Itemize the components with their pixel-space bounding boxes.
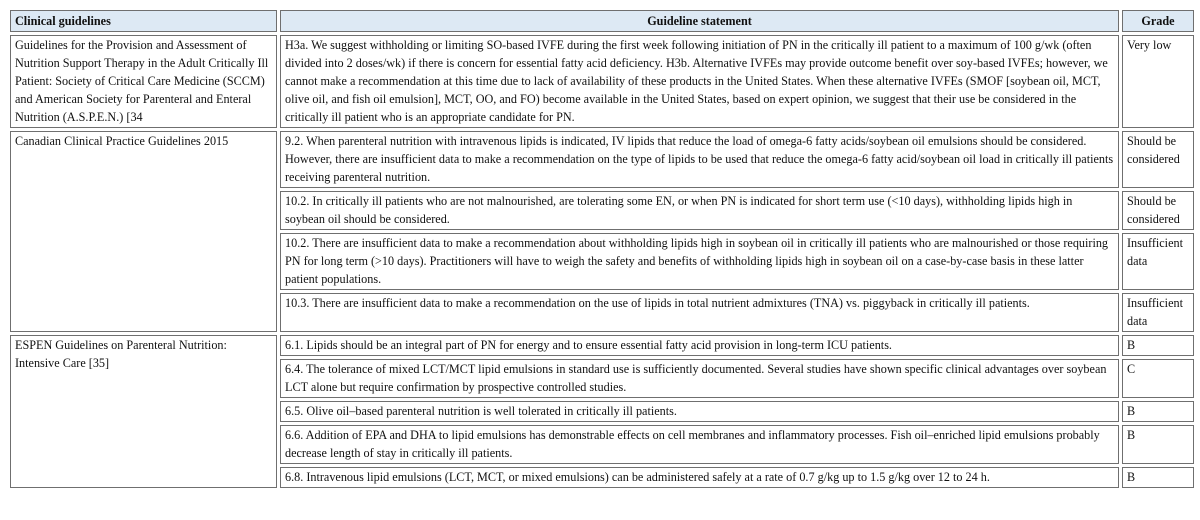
guideline-statement-cell: 6.8. Intravenous lipid emulsions (LCT, MCT, or mixed emulsions) can be administered safely at a rate of 0.7 g/kg up to 1.5 g/kg over 12 to 24 h. <box>280 467 1119 488</box>
guideline-statement-cell: 10.2. There are insufficient data to make a recommendation about withholding lipids high in soybean oil in critically ill patients who are malnourished or those requiring PN for long term (>10 days). Practitioners will have to weigh the safety and benefits of withholding lipids high in soybean oil on a case-by-case basis in these latter patient populations. <box>280 233 1119 290</box>
grade-cell: Should be considered <box>1122 191 1194 230</box>
grade-cell: Very low <box>1122 35 1194 128</box>
guideline-statement-cell: 6.4. The tolerance of mixed LCT/MCT lipid emulsions in standard use is sufficiently documented. Several studies have shown specific clinical advantages over soybean LCT alone but require confirmation by prospective controlled studies. <box>280 359 1119 398</box>
grade-cell: B <box>1122 425 1194 464</box>
grade-cell: B <box>1122 335 1194 356</box>
guidelines-table <box>7 7 1197 491</box>
header-guideline-statement: Guideline statement <box>280 10 1119 32</box>
grade-cell: Insufficient data <box>1122 293 1194 332</box>
guideline-statement-cell: 6.1. Lipids should be an integral part of PN for energy and to ensure essential fatty acid provision in long-term ICU patients. <box>280 335 1119 356</box>
grade-cell: Should be considered <box>1122 131 1194 188</box>
guideline-statement-cell: H3a. We suggest withholding or limiting SO-based IVFE during the first week following initiation of PN in the critically ill patient to a maximum of 100 g/wk (often divided into 2 doses/wk) if there is concern for essential fatty acid deficiency. H3b. Alternative IVFEs may provide outcome benefit over soy-based IVFEs; however, we cannot make a recommendation at this time due to lack of availability of these products in the United States. When these alternative IVFEs (SMOF [soybean oil, MCT, olive oil, and fish oil emulsion], MCT, OO, and FO) become available in the United States, based on expert opinion, we suggest that their use be considered in the critically ill patient who is an appropriate candidate for PN. <box>280 35 1119 128</box>
header-grade: Grade <box>1122 10 1194 32</box>
grade-cell: B <box>1122 401 1194 422</box>
guideline-statement-cell: 9.2. When parenteral nutrition with intravenous lipids is indicated, IV lipids that reduce the load of omega-6 fatty acids/soybean oil emulsions should be considered. However, there are insufficient data to make a recommendation on the type of lipids to be used that reduce the omega-6 fatty acid/soybean oil load in critically ill patients receiving parenteral nutrition. <box>280 131 1119 188</box>
guideline-statement-cell: 6.5. Olive oil–based parenteral nutrition is well tolerated in critically ill patients. <box>280 401 1119 422</box>
table-row <box>10 131 1194 188</box>
grade-cell: Insufficient data <box>1122 233 1194 290</box>
guideline-statement-cell: 10.2. In critically ill patients who are not malnourished, are tolerating some EN, or when PN is indicated for short term use (<10 days), withholding lipids high in soybean oil should be considered. <box>280 191 1119 230</box>
grade-cell: B <box>1122 467 1194 488</box>
grade-cell: C <box>1122 359 1194 398</box>
header-row <box>10 10 1194 32</box>
guideline-statement-cell: 6.6. Addition of EPA and DHA to lipid emulsions has demonstrable effects on cell membranes and inflammatory processes. Fish oil–enriched lipid emulsions probably decrease length of stay in critically ill patients. <box>280 425 1119 464</box>
header-clinical-guidelines: Clinical guidelines <box>10 10 277 32</box>
guideline-source-cell: Guidelines for the Provision and Assessment of Nutrition Support Therapy in the Adult Critically Ill Patient: Society of Critical Care Medicine (SCCM) and American Society for Parenteral and Enteral Nutrition (A.S.P.E.N.) [34 <box>10 35 277 128</box>
guideline-statement-cell: 10.3. There are insufficient data to make a recommendation on the use of lipids in total nutrient admixtures (TNA) vs. piggyback in critically ill patients. <box>280 293 1119 332</box>
guideline-source-cell: ESPEN Guidelines on Parenteral Nutrition: Intensive Care [35] <box>10 335 277 488</box>
table-row <box>10 335 1194 356</box>
table-row <box>10 35 1194 128</box>
table-body <box>10 35 1194 488</box>
guideline-source-cell: Canadian Clinical Practice Guidelines 2015 <box>10 131 277 332</box>
